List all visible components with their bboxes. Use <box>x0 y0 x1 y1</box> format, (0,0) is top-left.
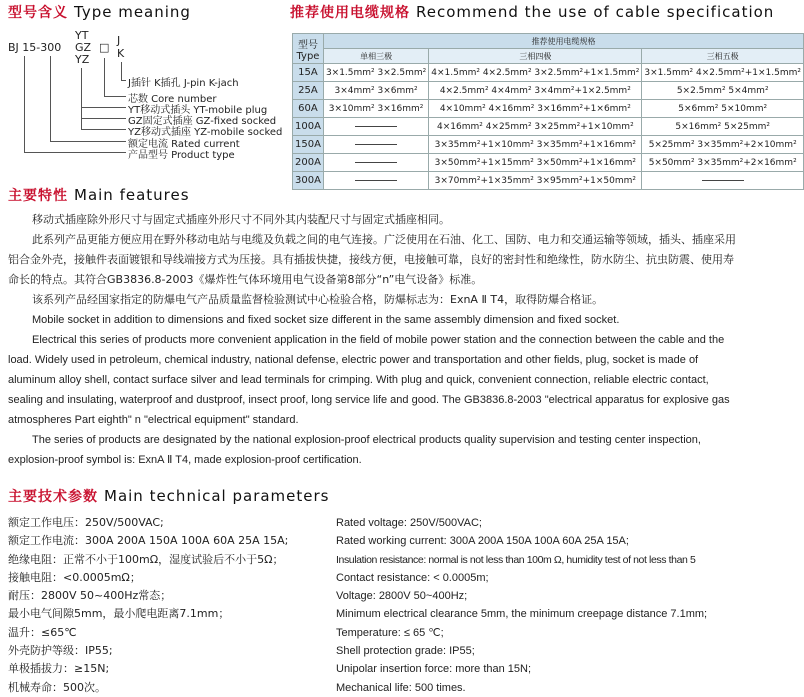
params-title-en: Main technical parameters <box>104 487 330 505</box>
tree-line <box>24 152 126 153</box>
param-en: Shell protection grade: IP55; <box>336 645 475 658</box>
cable-spec-title-en: Recommend the use of cable specification <box>416 3 775 21</box>
param-cn: 最小电气间隙5mm，最小爬电距离7.1mm； <box>8 607 230 621</box>
features-title-cn: 主要特性 <box>8 188 68 204</box>
param-en: Minimum electrical clearance 5mm, the minimum creepage distance 7.1mm; <box>336 608 708 621</box>
cell-five: 5×50mm² 3×35mm²+2×16mm² <box>642 154 804 172</box>
param-en: Mechanical life: 500 times. <box>336 681 466 694</box>
empty-dash <box>355 126 397 127</box>
param-cn: 耐压：2800V 50~400Hz常态； <box>8 589 172 603</box>
param-en: Contact resistance: < 0.0005m; <box>336 571 489 584</box>
meaning-yt: YT移动式插头 YT-mobile plug <box>128 105 268 116</box>
features-title-en: Main features <box>74 186 190 204</box>
param-en: Rated voltage: 250V/500VAC; <box>336 517 482 529</box>
type-code-yz: YZ <box>75 53 90 66</box>
features-text <box>8 210 744 470</box>
cell-five: 5×16mm² 5×25mm² <box>642 118 804 136</box>
param-en: Unipolar insertion force: more than 15N; <box>336 663 532 676</box>
cell-single: 3×1.5mm² 3×2.5mm² <box>323 64 428 82</box>
empty-dash <box>355 162 397 163</box>
type-meaning-title-en: Type meaning <box>74 3 191 21</box>
table-row <box>293 136 804 154</box>
table-row <box>293 64 804 82</box>
param-cn: 额定工作电压：250V/500VAC; <box>8 516 164 529</box>
param-en: Insulation resistance: normal is not less than 100m Ω, humidity test of not less than 5 <box>336 553 696 566</box>
feature-paragraph-cn: 移动式插座除外形尺寸与固定式插座外形尺寸不同外其内装配尺寸与固定式插座相同。 <box>32 213 450 226</box>
param-cn: 外壳防护等级：IP55; <box>8 644 113 658</box>
cable-spec-title-cn: 推荐使用电缆规格 <box>290 5 410 21</box>
type-code-j: J <box>117 34 121 47</box>
table-row <box>293 100 804 118</box>
meaning-gz: GZ固定式插座 GZ-fixed socked <box>128 116 277 127</box>
empty-dash <box>355 144 397 145</box>
cell-five-empty <box>642 172 804 190</box>
empty-dash <box>702 180 744 181</box>
tree-line <box>121 62 122 80</box>
table-subheader-row <box>293 49 804 64</box>
table-row <box>293 118 804 136</box>
type-code-main: BJ 15-300 <box>8 41 62 54</box>
cell-five: 5×25mm² 3×35mm²+2×10mm² <box>642 136 804 154</box>
meaning-jk: J插针 K插孔 J-pin K-jach <box>128 78 239 89</box>
param-cn: 接触电阻：<0.0005mΩ； <box>8 570 141 584</box>
table-row <box>293 82 804 100</box>
cell-five: 5×2.5mm² 5×4mm² <box>642 82 804 100</box>
param-en: Temperature: ≤ 65 ℃; <box>336 626 444 639</box>
cell-single-empty <box>323 172 428 190</box>
empty-dash <box>355 180 397 181</box>
param-cn: 机械寿命：500次。 <box>8 680 106 694</box>
feature-paragraph-cn: 该系列产品经国家指定的防爆电气产品质量监督检验测试中心检验合格，防爆标志为：ExnA Ⅱ T4，取得防爆合格证。 <box>32 293 604 306</box>
params-title-cn: 主要技术参数 <box>8 489 98 505</box>
type-meaning-heading <box>8 2 191 22</box>
tree-line <box>50 141 126 142</box>
cell-five: 5×6mm² 5×10mm² <box>642 100 804 118</box>
params-list-cn <box>8 514 288 697</box>
table-row <box>293 154 804 172</box>
param-en: Voltage: 2800V 50~400Hz; <box>336 590 468 603</box>
tree-line <box>121 80 126 81</box>
subheader-single-phase: 单相三极 <box>323 49 428 64</box>
type-code-box: □ <box>99 41 110 54</box>
tree-line <box>81 118 126 119</box>
subheader-three-phase-four: 三相四极 <box>429 49 642 64</box>
tree-line <box>81 68 82 129</box>
feature-paragraph-cn: 此系列产品更能方便应用在野外移动电站与电缆及负载之间的电气连接。广泛使用在石油、化工、国防、电力和交通运输等领域，插头、插座采用铝合金外壳，接触件表面镀银和导线端接方式为压接。具有插拔快捷，接线方便，电接触可靠，良好的密封性和绝缘性，防水防尘、抗虫防震、使用寿命长的特点。其符合GB3836.8-2003《爆炸性气体环境用电气设备第8部分“n”电气设备》标准。 <box>8 233 736 286</box>
cell-four: 3×50mm²+1×15mm² 3×50mm²+1×16mm² <box>429 154 642 172</box>
param-cn: 温升：≤65℃ <box>8 625 77 639</box>
param-cn: 额定工作电流：300A 200A 150A 100A 60A 25A 15A; <box>8 534 289 548</box>
tree-line <box>24 56 25 152</box>
cable-spec-heading <box>290 2 774 22</box>
table-header-row <box>293 34 804 49</box>
meaning-yz: YZ移动式插座 YZ-mobile socked <box>128 127 283 138</box>
cell-single: 3×10mm² 3×16mm² <box>323 100 428 118</box>
cell-four: 3×35mm²+1×10mm² 3×35mm²+1×16mm² <box>429 136 642 154</box>
type-code-k: K <box>117 47 125 60</box>
table-row <box>293 172 804 190</box>
type-cell: 300A <box>293 172 324 190</box>
tree-line <box>81 107 126 108</box>
params-heading <box>8 486 330 506</box>
type-code-yt: YT <box>75 29 89 42</box>
meaning-core: 芯数 Core number <box>128 94 217 105</box>
cell-single-empty <box>323 136 428 154</box>
feature-paragraph-en: Mobile socket in addition to dimensions and fixed socket size different in the same assembly dimension and fixed socket. <box>32 314 620 326</box>
params-list-en <box>336 514 707 697</box>
type-cell: 25A <box>293 82 324 100</box>
features-heading <box>8 185 190 205</box>
cell-single-empty <box>323 154 428 172</box>
cell-four: 4×1.5mm² 4×2.5mm² 3×2.5mm²+1×1.5mm² <box>429 64 642 82</box>
feature-paragraph-en: Electrical this series of products more convenient application in the field of mobile power station and the connection between the cable and the load. Widely used in petroleum, chemical industry, national defense, electric power and transportation and other fields, plug, socket is made of aluminum alloy shell, contact surface silver and lead terminals for crimping. With plug and quick, convenient connection, reliable electric contact, sealing and insulating, waterproof and dustproof, insect proof, long service life and good. The GB3836.8-2003 "electrical apparatus for explosive gas atmospheres Part eighth" n "electrical equipment" standard. <box>8 334 730 426</box>
type-header <box>293 34 324 64</box>
param-en: Rated working current: 300A 200A 150A 100A 60A 25A 15A; <box>336 535 629 548</box>
cell-four: 4×16mm² 4×25mm² 3×25mm²+1×10mm² <box>429 118 642 136</box>
type-cell: 200A <box>293 154 324 172</box>
tree-line <box>50 56 51 141</box>
type-cell: 100A <box>293 118 324 136</box>
type-header-en: Type <box>296 50 320 62</box>
cell-four: 3×70mm²+1×35mm² 3×95mm²+1×50mm² <box>429 172 642 190</box>
tree-line <box>104 58 105 96</box>
cell-single: 3×4mm² 3×6mm² <box>323 82 428 100</box>
type-code-gz: GZ <box>75 41 92 54</box>
type-cell: 60A <box>293 100 324 118</box>
type-meaning-title-cn: 型号含义 <box>8 5 68 21</box>
meaning-product: 产品型号 Product type <box>128 150 235 161</box>
cell-four: 4×10mm² 4×16mm² 3×16mm²+1×6mm² <box>429 100 642 118</box>
cable-spec-table <box>292 33 804 190</box>
tree-line <box>81 129 126 130</box>
type-header-cn: 型号 <box>297 39 318 51</box>
cell-single-empty <box>323 118 428 136</box>
type-cell: 15A <box>293 64 324 82</box>
cell-four: 4×2.5mm² 4×4mm² 3×4mm²+1×2.5mm² <box>429 82 642 100</box>
tree-line <box>104 96 126 97</box>
param-cn: 绝缘电阻：正常不小于100mΩ，湿度试验后不小于5Ω； <box>8 552 284 566</box>
group-header: 推荐使用电缆规格 <box>323 34 803 49</box>
param-cn: 单极插拔力：≥15N; <box>8 662 110 676</box>
feature-paragraph-en: The series of products are designated by the national explosion-proof electrical products quality supervision and testing center inspection, explosion-proof symbol is: ExnA Ⅱ T4, made explosion-proof certification. <box>8 434 701 466</box>
meaning-current: 额定电流 Rated current <box>128 139 240 150</box>
type-cell: 150A <box>293 136 324 154</box>
cell-five: 3×1.5mm² 4×2.5mm²+1×1.5mm² <box>642 64 804 82</box>
subheader-three-phase-five: 三相五极 <box>642 49 804 64</box>
